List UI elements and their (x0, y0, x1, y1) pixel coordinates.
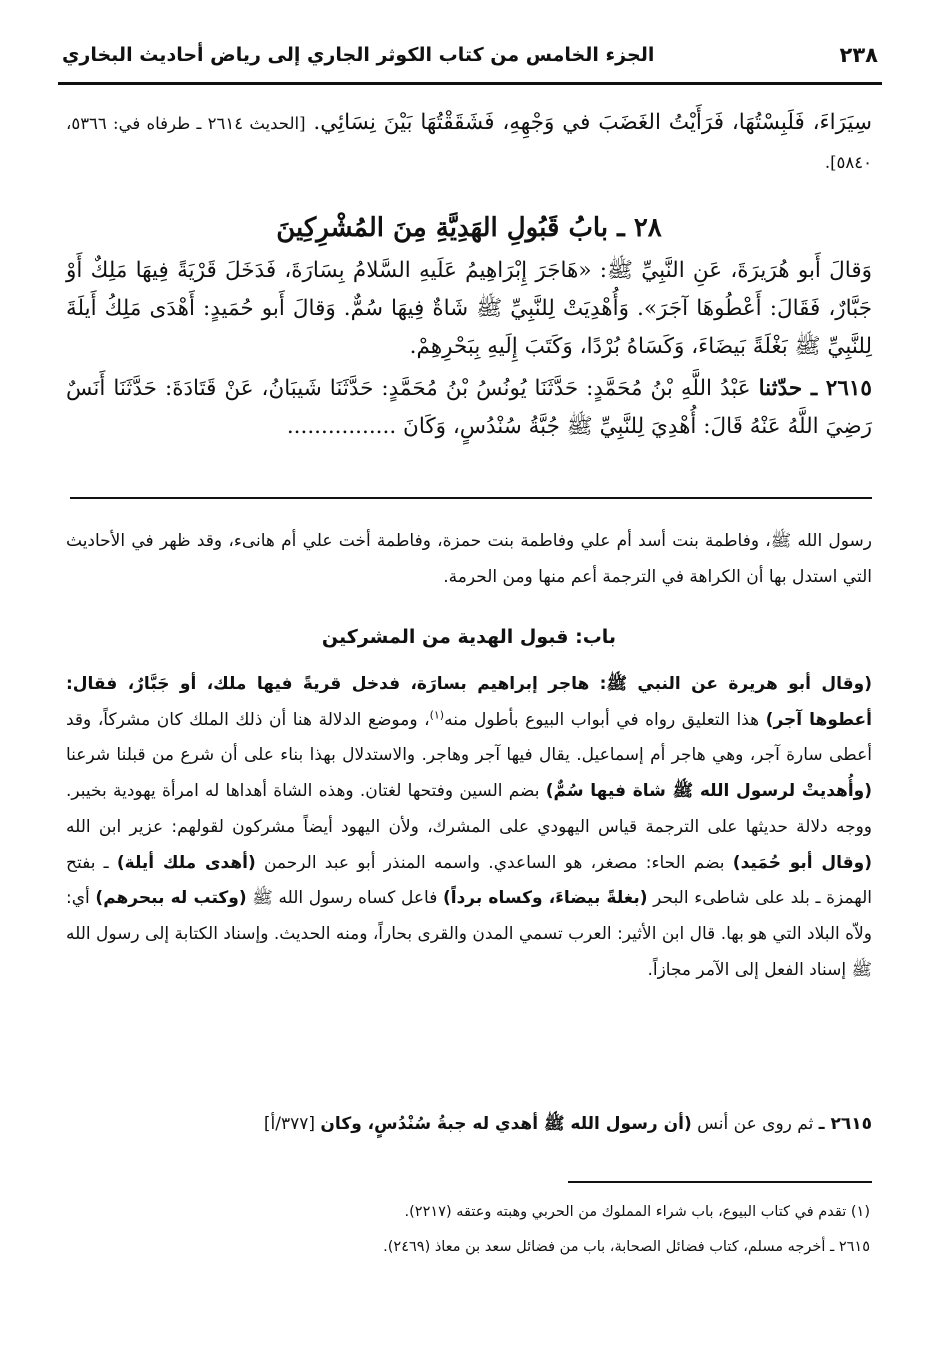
chapter-paragraph: وَقالَ أَبو هُرَيرَةَ، عَنِ النَّبِيِّ ﷺ: «هَاجَرَ إِبْرَاهِيمُ عَلَيهِ السَّلامُ بِسَارَةَ، فَدَخَلَ قَرْيَةً فِيهَا مَلِكٌ أَوْ جَبَّارٌ، فَقَالَ: أَعْطُوهَا آجَرَ». وَأُهْدِيَتْ لِلنَّبِيِّ ﷺ شَاةٌ فِيهَا سُمٌّ. وَقالَ أَبو حُمَيدٍ: أَهْدَى مَلِكُ أَيلَةَ لِلنَّبِيِّ ﷺ بَغْلَةً بَيضَاءَ، وَكَسَاهُ بُرْدًا، وَكَتَبَ إِلَيهِ بِبَحْرِهِمْ. (66, 258, 872, 359)
footnote-2615: ٢٦١٥ ـ أخرجه مسلم، كتاب فضائل الصحابة، باب من فضائل سعد بن معاذ (٢٤٦٩). (383, 1239, 870, 1255)
commentary-intro-text: رسول الله ﷺ، وفاطمة بنت أسد أم علي وفاطمة بنت حمزة، وفاطمة أخت علي أم هانىء، وقد ظهر في الأحاديث التي استدل بها أن الكراهة في الترجمة أعم منها ومن الحرمة. (66, 531, 872, 587)
commentary-segment: بضم السين وفتحها لغتان. وهذه الشاة أهداها له امرأة يهودية بخيبر. ووجه دلالة حديثها على الترجمة قياس اليهودي على المشرك، ولأن اليهود أيضاً مشركون لقولهم: عزير ابن الله (66, 781, 872, 837)
footnote-1: (١) تقدم في كتاب البيوع، باب شراء المملوك من الحربي وهبته وعتقه (٢٢١٧). (404, 1204, 870, 1220)
commentary-2615 (66, 1106, 872, 1142)
hadith-2614-text: سِيَرَاءَ، فَلَبِسْتُهَا، فَرَأَيْتُ الغَضَبَ في وَجْهِهِ، فَشَقَقْتُهَا بَيْنَ نِسَائِي. (313, 110, 873, 135)
chapter-title: ٢٨ ـ بابُ قَبُولِ الهَدِيَّةِ مِنَ المُشْرِكِينَ (276, 213, 662, 243)
header-rule (58, 82, 882, 85)
quote-king-of-ayla: (أهدى ملك أيلة) (116, 852, 256, 873)
running-title: الجزء الخامس من كتاب الكوثر الجاري إلى رياض أحاديث البخاري (62, 44, 655, 66)
footnotes (66, 1195, 870, 1265)
quote-white-mule: (بغلةً بيضاءَ، وكساه برداً) (442, 888, 648, 909)
hadith-2614-reference: [الحديث ٢٦١٤ ـ طرفاه في: ٥٣٦٦، ٥٨٤٠]. (66, 114, 872, 172)
chapter-text (66, 252, 872, 366)
continuation-dots: ................ (286, 414, 397, 439)
commentary-segment: أي: ولاّه البلاد التي هو بها. قال ابن الأثير: العرب تسمي المدن والقرى بحاراً، ومنه الحديث. وإسناد الكتابة إلى رسول الله ﷺ إسناد الفعل إلى الآمر مجازاً. (66, 888, 872, 980)
commentary-main (66, 667, 872, 988)
hadith-2614-continuation (66, 104, 872, 182)
commentary-main-paragraph (66, 667, 872, 988)
commentary-2615-lead: ٢٦١٥ ـ (818, 1114, 872, 1134)
commentary-heading: باب: قبول الهدية من المشركين (321, 626, 617, 648)
hadith-2615-lead: ٢٦١٥ ـ حدّثنا (758, 376, 872, 401)
commentary-segment: ـ بفتح الهمزة ـ بلد على شاطىء البحر (66, 852, 872, 909)
hadith-2615-text: عَبْدُ اللَّهِ بْنُ مُحَمَّدٍ: حَدَّثَنَا يُونُسُ بْنُ مُحَمَّدٍ: حَدَّثَنَا شَيبَانُ، عَنْ قَتَادَةَ: حَدَّثَنَا أَنَسٌ رَضِيَ اللَّهُ عَنْهُ قَالَ: أُهْدِيَ لِلنَّبِيِّ ﷺ جُبَّةُ سُنْدُسٍ، وَكَانَ (66, 376, 872, 439)
commentary-intro (66, 523, 872, 595)
quote-wrote-to-him: (وكتب له ببحرهم) (95, 888, 247, 909)
footnote-rule (568, 1181, 872, 1183)
hadith-2615 (66, 370, 872, 446)
quote-abu-humayd: (وقال أبو حُمَيد) (732, 852, 872, 873)
quote-poisoned-sheep: (وأُهديتْ لرسول الله ﷺ شاة فيها سُمٌّ) (545, 781, 873, 802)
commentary-segment: ، وموضع الدلالة هنا أن ذلك الملك كان مشركاً، وقد أعطى سارة آجر، وهي هاجر أم إسماعيل. يقال فيها آجر وهاجر. والاستدلال بهذا بناء على أن شرع من قبلنا شرعنا (66, 709, 872, 766)
footnote-marker[interactable]: (١) (429, 708, 445, 722)
quote-abu-hurayra: (وقال أبو هريرة عن النبي ﷺ: هاجر إبراهيم بسارَة، فدخل قريةً فيها ملك، أو جَبَّارٌ، فقال: أعطوها آجر) (66, 674, 872, 730)
folio-marker: [٣٧٧/أ] (263, 1114, 321, 1134)
commentary-segment: بضم الحاء: مصغر، هو الساعدي. واسمه المنذر أبو عبد الرحمن (255, 852, 733, 873)
commentary-segment: هذا التعليق رواه في أبواب البيوع بأطول منه (444, 709, 766, 730)
page-number: ٢٣٨ (839, 43, 878, 67)
commentary-2615-text: ثم روى عن أنس (691, 1114, 819, 1134)
text-commentary-divider (70, 497, 872, 499)
page-header (62, 32, 878, 78)
commentary-segment: فاعل كساه رسول الله ﷺ (246, 888, 443, 909)
commentary-2615-quote: (أن رسول الله ﷺ أهدي له جبةُ سُنْدُسٍ، وكان (320, 1114, 692, 1134)
